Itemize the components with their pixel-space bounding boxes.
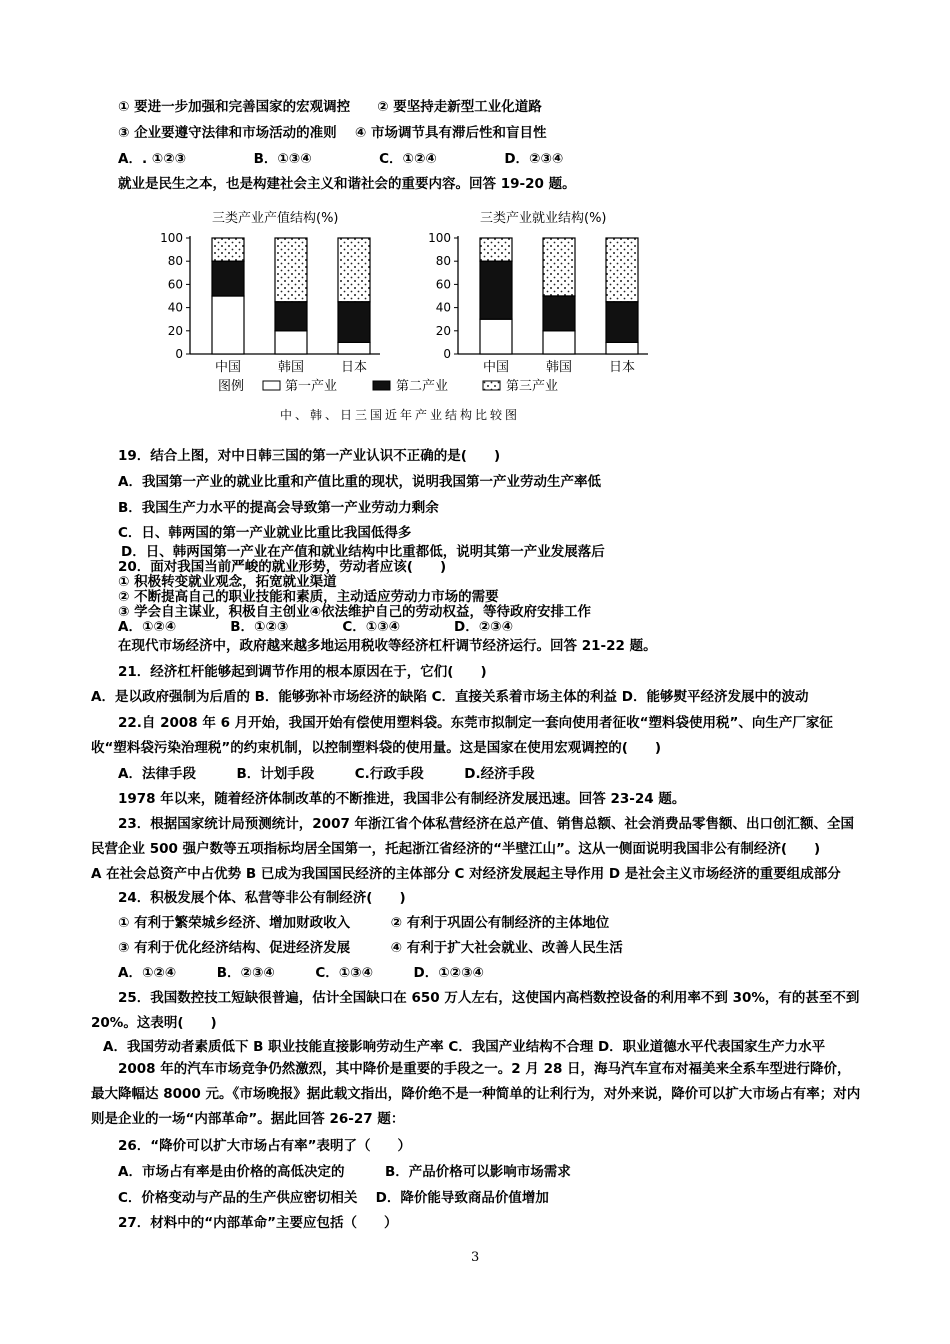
text-line: ① 有利于繁荣城乡经济、增加财政收入 ② 有利于巩固公有制经济的主体地位 — [118, 915, 610, 931]
legend-label: 图例 — [218, 379, 245, 394]
legend-item-secondary: 第二产业 — [396, 379, 449, 394]
bar-segment — [543, 331, 575, 354]
x-tick-label: 韩国 — [545, 360, 573, 375]
chart-title: 三类产业就业结构(%) — [480, 211, 607, 226]
text-line: 1978 年以来，随着经济体制改革的不断推进，我国非公有制经济发展迅速。回答 23-24 题。 — [118, 791, 686, 807]
text-line: 20%。这表明( ) — [91, 1015, 217, 1031]
legend-item-primary: 第一产业 — [285, 379, 338, 394]
bar-segment — [480, 319, 512, 354]
text-line: D．日、韩两国第一产业在产值和就业结构中比重都低，说明其第一产业发展落后 — [121, 544, 605, 560]
legend-swatch-tertiary — [483, 381, 500, 390]
y-tick-label: 20 — [167, 323, 183, 338]
legend — [218, 378, 558, 394]
page-number: 3 — [471, 1250, 480, 1265]
text-line: ③ 有利于优化经济结构、促进经济发展 ④ 有利于扩大社会就业、改善人民生活 — [118, 940, 623, 956]
text-line: 就业是民生之本，也是构建社会主义和谐社会的重要内容。回答 19-20 题。 — [118, 176, 576, 192]
text-line: A．是以政府强制为后盾的 B．能够弥补市场经济的缺陷 C．直接关系着市场主体的利益 D．能够熨平经济发展中的波动 — [91, 689, 809, 705]
text-line: A．. ①②③ B．①③④ C．①②④ D．②③④ — [118, 151, 564, 167]
text-line: A 在社会总资产中占优势 B 已成为我国国民经济的主体部分 C 对经济发展起主导作用 D 是社会主义市场经济的重要组成部分 — [91, 866, 841, 882]
y-tick-label: 80 — [435, 254, 451, 269]
text-line: A．市场占有率是由价格的高低决定的 B．产品价格可以影响市场需求 — [118, 1164, 571, 1180]
bar-segment — [338, 342, 370, 354]
text-line: 21．经济杠杆能够起到调节作用的根本原因在于，它们( ) — [118, 664, 487, 680]
legend-swatch-primary — [263, 381, 280, 390]
legend-swatch-secondary — [373, 381, 390, 390]
x-tick-label: 中国 — [214, 360, 242, 375]
text-line: ① 积极转变就业观念，拓宽就业渠道 — [118, 574, 337, 590]
y-tick-label: 0 — [443, 347, 451, 361]
text-line: A．①②④ B．①②③ C．①③④ D．②③④ — [118, 619, 514, 635]
y-tick-label: 100 — [428, 231, 451, 245]
text-line: 22.自 2008 年 6 月开始，我国开始有偿使用塑料袋。东莞市拟制定一套向使用者征收“塑料袋使用税”、向生产厂家征 — [118, 715, 833, 731]
bar-segment — [212, 261, 244, 296]
text-line: A．①②④ B．②③④ C．①③④ D．①②③④ — [118, 965, 484, 981]
text-line: A．法律手段 B．计划手段 C.行政手段 D.经济手段 — [118, 766, 535, 782]
bar-segment — [543, 238, 575, 296]
employment-structure-chart — [428, 210, 648, 375]
text-line: 则是企业的一场“内部革命”。据此回答 26-27 题： — [91, 1111, 405, 1127]
text-line: 2008 年的汽车市场竞争仍然激烈，其中降价是重要的手段之一。2 月 28 日，海马汽车宣布对福美来全系车型进行降价， — [118, 1061, 851, 1077]
x-tick-label: 韩国 — [277, 360, 305, 375]
y-tick-label: 40 — [167, 300, 183, 315]
chart-title: 三类产业产值结构(%) — [212, 211, 339, 226]
bar-segment — [480, 261, 512, 319]
bar-segment — [543, 296, 575, 331]
text-line: B．我国生产力水平的提高会导致第一产业劳动力剩余 — [118, 500, 439, 516]
text-line: 在现代市场经济中，政府越来越多地运用税收等经济杠杆调节经济运行。回答 21-22 题。 — [118, 638, 657, 654]
bar-segment — [338, 302, 370, 343]
text-line: ① 要进一步加强和完善国家的宏观调控 ② 要坚持走新型工业化道路 — [118, 99, 542, 115]
bar-segment — [212, 238, 244, 261]
x-tick-label: 日本 — [340, 360, 368, 375]
output-structure-chart — [160, 210, 380, 375]
y-tick-label: 60 — [435, 277, 451, 292]
bar-segment — [212, 296, 244, 354]
text-line: A．我国第一产业的就业比重和产值比重的现状，说明我国第一产业劳动生产率低 — [118, 474, 601, 490]
x-tick-label: 中国 — [482, 360, 510, 375]
legend-item-tertiary: 第三产业 — [506, 379, 559, 394]
figure-caption: 中、韩、日三国近年产业结构比较图 — [279, 408, 521, 422]
y-tick-label: 100 — [160, 231, 183, 245]
y-tick-label: 0 — [175, 347, 183, 361]
bar-segment — [275, 331, 307, 354]
text-line: ② 不断提高自己的职业技能和素质，主动适应劳动力市场的需要 — [118, 589, 499, 605]
text-line: 收“塑料袋污染治理税”的约束机制，以控制塑料袋的使用量。这是国家在使用宏观调控的( ) — [91, 740, 662, 756]
y-tick-label: 40 — [435, 300, 451, 315]
bar-segment — [480, 238, 512, 261]
bar-segment — [606, 238, 638, 302]
text-line: A．我国劳动者素质低下 B 职业技能直接影响劳动生产率 C．我国产业结构不合理 D．职业道德水平代表国家生产力水平 — [103, 1039, 826, 1055]
bar-segment — [275, 302, 307, 331]
text-line: 最大降幅达 8000 元。《市场晚报》据此载文指出，降价绝不是一种简单的让利行为，对外来说，降价可以扩大市场占有率；对内 — [91, 1086, 861, 1102]
text-line: ③ 学会自主谋业，积极自主创业④依法维护自己的劳动权益，等待政府安排工作 — [118, 604, 592, 620]
text-line: 26．“降价可以扩大市场占有率”表明了（ ） — [118, 1138, 412, 1154]
text-line: C．价格变动与产品的生产供应密切相关 D．降价能导致商品价值增加 — [118, 1190, 549, 1206]
y-tick-label: 20 — [435, 323, 451, 338]
y-tick-label: 60 — [167, 277, 183, 292]
bar-segment — [606, 342, 638, 354]
text-line: ③ 企业要遵守法律和市场活动的准则 ④ 市场调节具有滞后性和盲目性 — [118, 125, 547, 141]
bar-segment — [275, 238, 307, 302]
x-tick-label: 日本 — [608, 360, 636, 375]
text-line: 民营企业 500 强户数等五项指标均居全国第一，托起浙江省经济的“半壁江山”。这从一侧面说明我国非公有制经济( ) — [91, 841, 821, 857]
text-line: 23．根据国家统计局预测统计，2007 年浙江省个体私营经济在总产值、销售总额、社会消费品零售额、出口创汇额、全国 — [118, 816, 855, 832]
text-line: 24．积极发展个体、私营等非公有制经济( ) — [118, 890, 406, 906]
bar-segment — [338, 238, 370, 302]
text-line: C．日、韩两国的第一产业就业比重比我国低得多 — [118, 525, 412, 541]
text-line: 25．我国数控技工短缺很普遍，估计全国缺口在 650 万人左右，这使国内高档数控设备的利用率不到 30%，有的甚至不到 — [118, 990, 860, 1006]
bar-segment — [606, 302, 638, 343]
text-line: 27．材料中的“内部革命”主要应包括（ ） — [118, 1215, 398, 1231]
text-line: 20．面对我国当前严峻的就业形势，劳动者应该( ) — [118, 559, 447, 575]
industry-structure-figure — [150, 202, 650, 434]
y-tick-label: 80 — [167, 254, 183, 269]
text-line: 19．结合上图，对中日韩三国的第一产业认识不正确的是( ) — [118, 448, 501, 464]
